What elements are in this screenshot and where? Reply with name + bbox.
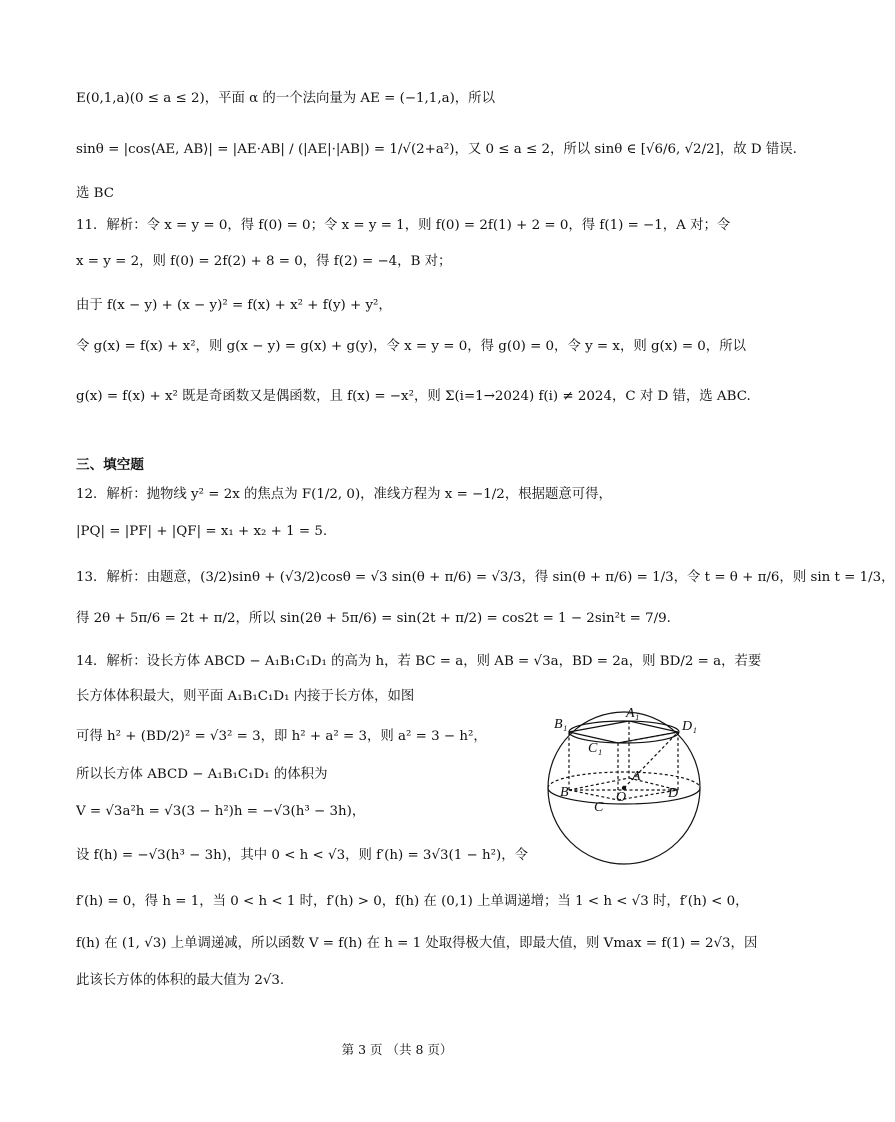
line-2: sinθ = |cos⟨AE, AB⟩| = |AE·AB| / (|AE|·|AB|) = 1/√(2+a²)，又 0 ≤ a ≤ 2，所以 sinθ ∈ [√6/6, √2/2]，故 D 错误. <box>76 142 797 157</box>
label-d1: D₁ <box>682 719 697 734</box>
label-c1: C₁ <box>588 741 603 756</box>
line-15: 可得 h² + (BD/2)² = √3² = 3，即 h² + a² = 3，则 a² = 3 − h²， <box>76 729 487 744</box>
line-7: 令 g(x) = f(x) + x²，则 g(x − y) = g(x) + g(y)，令 x = y = 0，得 g(0) = 0，令 y = x，则 g(x) = 0，所以 <box>76 339 746 354</box>
line-5: x = y = 2，则 f(0) = 2f(2) + 8 = 0，得 f(2) = −4，B 对； <box>76 254 452 269</box>
label-d: D <box>668 786 679 801</box>
sphere-cuboid-figure <box>532 700 722 880</box>
label-b1: B₁ <box>554 717 568 732</box>
line-21: 此该长方体的体积的最大值为 2√3. <box>76 973 285 988</box>
section-title: 三、填空题 <box>76 457 144 473</box>
label-b: B <box>560 785 569 800</box>
label-a: A <box>632 769 641 784</box>
line-12: 得 2θ + 5π/6 = 2t + π/2，所以 sin(2θ + 5π/6) = sin(2t + π/2) = cos2t = 1 − 2sin²t = 7/9. <box>76 611 671 626</box>
label-o: O <box>616 790 627 805</box>
line-8: g(x) = f(x) + x² 既是奇函数又是偶函数，且 f(x) = −x²，则 Σ(i=1→2024) f(i) ≠ 2024，C 对 D 错，选 ABC. <box>76 389 751 404</box>
line-6: 由于 f(x − y) + (x − y)² = f(x) + x² + f(y) + y²， <box>76 298 392 313</box>
line-4: 11．解析：令 x = y = 0，得 f(0) = 0；令 x = y = 1，则 f(0) = 2f(1) + 2 = 0，得 f(1) = −1，A 对；令 <box>76 218 731 233</box>
line-19: f′(h) = 0，得 h = 1，当 0 < h < 1 时，f′(h) > 0，f(h) 在 (0,1) 上单调递增；当 1 < h < √3 时，f′(h) < 0， <box>76 894 749 909</box>
line-13: 14．解析：设长方体 ABCD − A₁B₁C₁D₁ 的高为 h，若 BC = a，则 AB = √3a，BD = 2a，则 BD/2 = a，若要 <box>76 654 762 669</box>
line-18: 设 f(h) = −√3(h³ − 3h)，其中 0 < h < √3，则 f′(h) = 3√3(1 − h²)，令 <box>76 848 528 863</box>
line-17: V = √3a²h = √3(3 − h²)h = −√3(h³ − 3h)， <box>76 804 366 819</box>
line-10: |PQ| = |PF| + |QF| = x₁ + x₂ + 1 = 5. <box>76 524 328 539</box>
line-3: 选 BC <box>76 186 114 201</box>
page-footer: 第 3 页 （共 8 页） <box>341 1042 453 1057</box>
line-1: E(0,1,a)(0 ≤ a ≤ 2)，平面 α 的一个法向量为 AE = (−1,1,a)，所以 <box>76 91 495 106</box>
label-c: C <box>594 800 604 815</box>
label-a1: A₁ <box>626 706 640 721</box>
line-14: 长方体体积最大，则平面 A₁B₁C₁D₁ 内接于长方体，如图 <box>76 689 415 704</box>
line-16: 所以长方体 ABCD − A₁B₁C₁D₁ 的体积为 <box>76 767 328 782</box>
line-20: f(h) 在 (1, √3) 上单调递减，所以函数 V = f(h) 在 h = 1 处取得极大值，即最大值，则 Vmax = f(1) = 2√3，因 <box>76 936 758 951</box>
line-9: 12．解析：抛物线 y² = 2x 的焦点为 F(1/2, 0)，准线方程为 x = −1/2，根据题意可得， <box>76 487 612 502</box>
top-circle <box>569 721 679 743</box>
line-11: 13．解析：由题意，(3/2)sinθ + (√3/2)cosθ = √3 sin(θ + π/6) = √3/3，得 sin(θ + π/6) = 1/3，令 t = θ + π/6，则 sin t = 1/3， <box>76 570 895 585</box>
